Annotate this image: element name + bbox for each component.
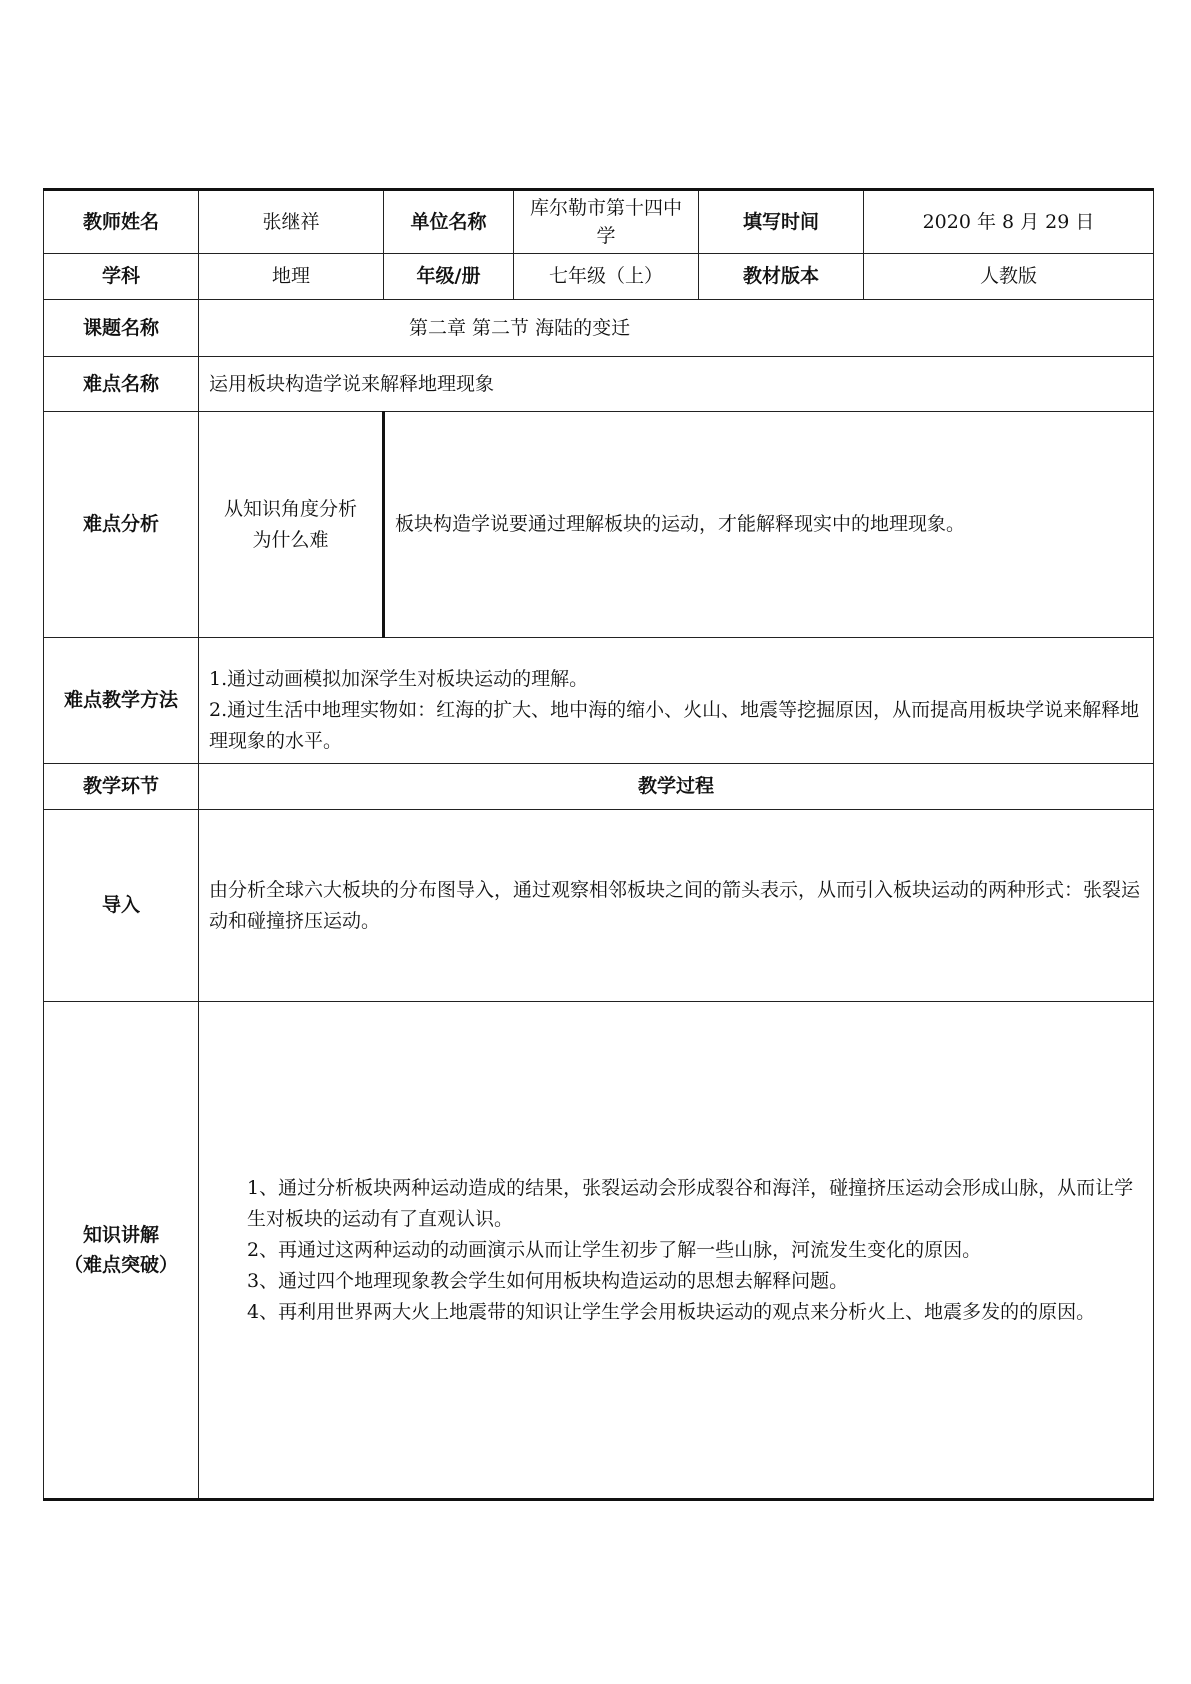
- subject-label: 学科: [44, 254, 199, 300]
- edition-value: 人教版: [864, 254, 1154, 300]
- unit-name: 库尔勒市第十四中学: [514, 190, 699, 254]
- knowledge-item-2: 2、再通过这两种运动的动画演示从而让学生初步了解一些山脉，河流发生变化的原因。: [247, 1238, 982, 1261]
- date-value: 2020 年 8 月 29 日: [864, 190, 1154, 254]
- method-item-1: 1.通过动画模拟加深学生对板块运动的理解。: [209, 668, 589, 690]
- knowledge-label-2: （难点突破）: [63, 1254, 178, 1276]
- method-label: 难点教学方法: [44, 638, 199, 764]
- edition-label: 教材版本: [699, 254, 864, 300]
- difficulty-value: 运用板块构造学说来解释地理现象: [199, 357, 1154, 412]
- date-label: 填写时间: [699, 190, 864, 254]
- teacher-label: 教师姓名: [44, 190, 199, 254]
- lesson-table: [43, 188, 1154, 1501]
- difficulty-row: [44, 357, 1154, 412]
- method-content: [199, 638, 1154, 764]
- knowledge-item-4: 4、再利用世界两大火上地震带的知识让学生学会用板块运动的观点来分析火上、地震多发的的原因。: [247, 1300, 1096, 1323]
- method-row: [44, 638, 1154, 764]
- difficulty-label: 难点名称: [44, 357, 199, 412]
- intro-row: [44, 810, 1154, 1002]
- grade-value: 七年级（上）: [514, 254, 699, 300]
- process-label: 教学过程: [199, 764, 1154, 810]
- topic-value: 第二章 第二节 海陆的变迁: [199, 300, 1154, 357]
- teacher-row: [44, 190, 1154, 254]
- method-item-2: 2.通过生活中地理实物如：红海的扩大、地中海的缩小、火山、地震等挖掘原因，从而提高用板块学说来解释地理现象的水平。: [209, 699, 1140, 752]
- topic-row: [44, 300, 1154, 357]
- knowledge-label: 知识讲解: [82, 1224, 159, 1246]
- knowledge-item-1: 1、通过分析板块两种运动造成的结果，张裂运动会形成裂谷和海洋，碰撞挤压运动会形成山脉，从而让学生对板块的运动有了直观认识。: [247, 1176, 1134, 1230]
- knowledge-content: [199, 1002, 1154, 1500]
- knowledge-row: [44, 1002, 1154, 1500]
- analysis-row: [44, 412, 1154, 638]
- subject-value: 地理: [199, 254, 384, 300]
- analysis-sub-label: 从知识角度分析为什么难: [199, 412, 384, 638]
- process-header-row: [44, 764, 1154, 810]
- subject-row: [44, 254, 1154, 300]
- grade-label: 年级/册: [384, 254, 514, 300]
- unit-label: 单位名称: [384, 190, 514, 254]
- analysis-label: 难点分析: [44, 412, 199, 638]
- intro-label: 导入: [44, 810, 199, 1002]
- stage-label: 教学环节: [44, 764, 199, 810]
- analysis-value: 板块构造学说要通过理解板块的运动，才能解释现实中的地理现象。: [384, 412, 1154, 638]
- teacher-name: 张继祥: [199, 190, 384, 254]
- knowledge-label-cell: [44, 1002, 199, 1500]
- intro-value: 由分析全球六大板块的分布图导入，通过观察相邻板块之间的箭头表示，从而引入板块运动的两种形式：张裂运动和碰撞挤压运动。: [199, 810, 1154, 1002]
- topic-label: 课题名称: [44, 300, 199, 357]
- knowledge-item-3: 3、通过四个地理现象教会学生如何用板块构造运动的思想去解释问题。: [247, 1269, 849, 1292]
